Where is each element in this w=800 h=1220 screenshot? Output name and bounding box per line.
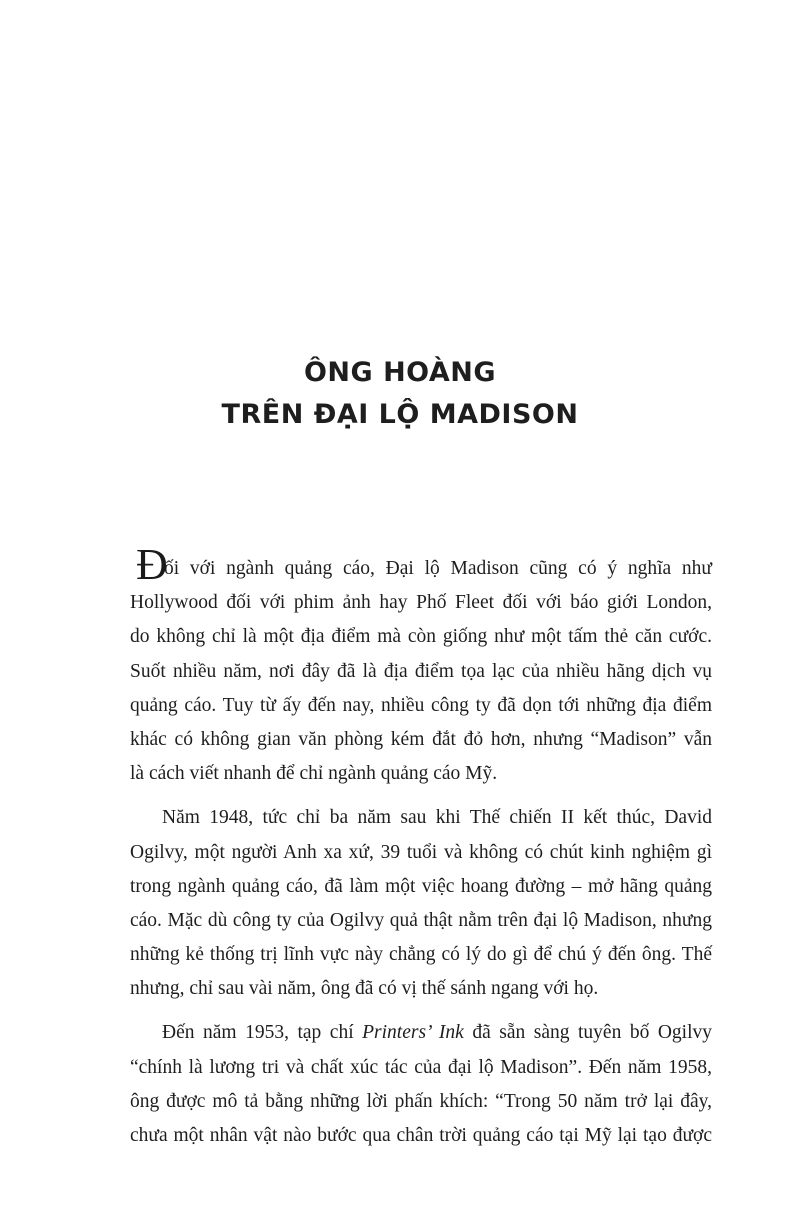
chapter-title-line-2: TRÊN ĐẠI LỘ MADISON: [221, 399, 579, 430]
chapter-title-line-1: ÔNG HOÀNG: [303, 357, 497, 388]
chapter-body: [130, 540, 713, 1163]
paragraph-3-line-1: [130, 1016, 712, 1050]
publication-title: Printers’ Ink: [362, 1022, 464, 1044]
paragraph-1-line-4: Suốt nhiều năm, nơi đây đã là địa điểm tọa lạc của nhiều hãng dịch vụ: [130, 660, 712, 682]
paragraph-2-line-2: Ogilvy, một người Anh xa xứ, 39 tuổi và không có chút kinh nghiệm gì: [130, 841, 712, 863]
paragraph-3-line-3: ông được mô tả bằng những lời phấn khích: “Trong 50 năm trở lại đây,: [130, 1090, 712, 1112]
paragraph-1-line-7: là cách viết nhanh để chỉ ngành quảng cáo Mỹ.: [130, 763, 498, 785]
paragraph-3-line-4: chưa một nhân vật nào bước qua chân trời quảng cáo tại Mỹ lại tạo được: [130, 1125, 712, 1146]
drop-cap: Đ: [136, 540, 168, 589]
paragraph-2-line-3: trong ngành quảng cáo, đã làm một việc hoang đường – mở hãng quảng: [130, 875, 712, 897]
paragraph-2-line-1: Năm 1948, tức chỉ ba năm sau khi Thế chiến II kết thúc, David: [162, 807, 712, 829]
paragraph-1-line-1: ối với ngành quảng cáo, Đại lộ Madison cũng có ý nghĩa như: [164, 558, 712, 579]
paragraph-2: [130, 801, 712, 1006]
paragraph-1-line-3: do không chỉ là một địa điểm mà còn giống như một tấm thẻ căn cước.: [130, 626, 712, 648]
paragraph-1-line-2: Hollywood đối với phim ảnh hay Phố Fleet đối với báo giới London,: [130, 592, 712, 614]
paragraph-2-line-5: những kẻ thống trị lĩnh vực này chẳng có lý do gì để chú ý đến ông. Thế: [130, 944, 712, 966]
paragraph-1: [130, 540, 712, 791]
paragraph-1-line-5: quảng cáo. Tuy từ ấy đến nay, nhiều công ty đã dọn tới những địa điểm: [130, 694, 712, 716]
paragraph-3-line-2: “chính là lương tri và chất xúc tác của đại lộ Madison”. Đến năm 1958,: [130, 1056, 712, 1078]
paragraph-1-line-6: khác có không gian văn phòng kém đắt đỏ hơn, nhưng “Madison” vẫn: [130, 728, 712, 750]
chapter-title: [0, 352, 800, 436]
paragraph-2-line-4: cáo. Mặc dù công ty của Ogilvy quả thật nằm trên đại lộ Madison, nhưng: [130, 909, 712, 931]
paragraph-2-line-6: nhưng, chỉ sau vài năm, ông đã có vị thế sánh ngang với họ.: [130, 978, 599, 1000]
paragraph-3-line-1-start: Đến năm 1953, tạp chí: [162, 1022, 363, 1044]
paragraph-3: [130, 1016, 712, 1153]
paragraph-3-line-1-end: đã sẵn sàng tuyên bố Ogilvy: [463, 1022, 713, 1044]
